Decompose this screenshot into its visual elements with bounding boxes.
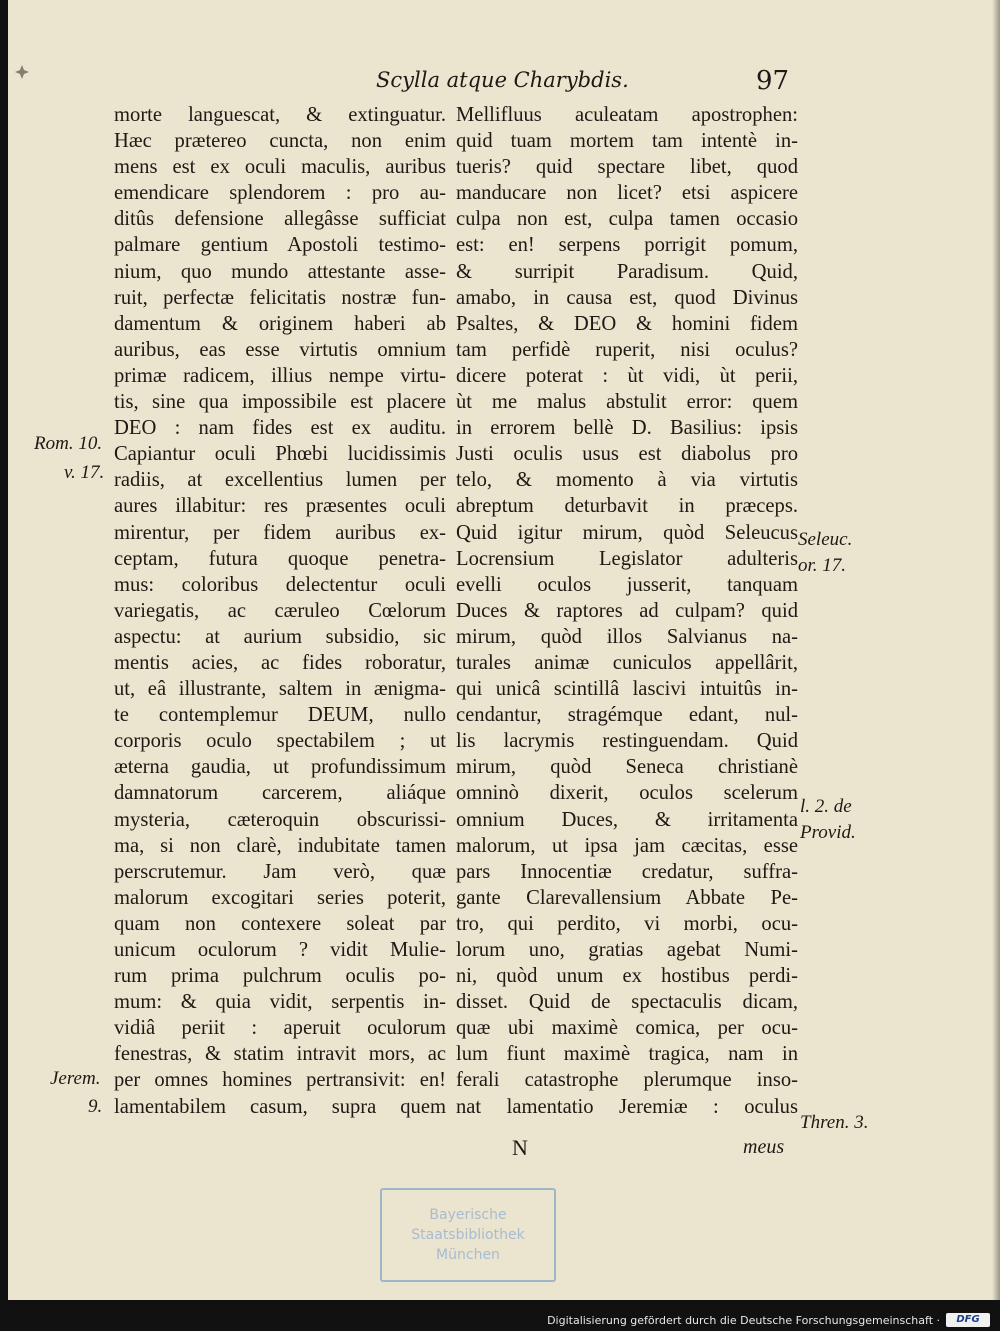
text-line: Mellifluus aculeatam apostrophen: xyxy=(456,104,798,126)
text-line: telo, & momento à via virtutis xyxy=(456,469,798,492)
text-line: tro, qui perdito, vi morbi, ocu- xyxy=(456,912,798,935)
text-line: perscrutemur. Jam verò, quæ xyxy=(114,860,446,883)
margin-note-provid: Provid. xyxy=(800,822,856,843)
footer-bar xyxy=(0,1310,1000,1331)
margin-note-rom: Rom. 10. xyxy=(34,433,103,454)
text-line: palmare gentium Apostoli testimo- xyxy=(114,234,446,257)
library-stamp xyxy=(380,1188,556,1282)
text-line: mentis acies, ac fides roboratur, xyxy=(114,651,446,674)
text-line: lum fiunt maximè tragica, nam in xyxy=(456,1043,798,1066)
text-line: ruit, perfectæ felicitatis nostræ fun- xyxy=(114,286,446,309)
text-line: per omnes homines pertransivit: en! xyxy=(114,1069,446,1092)
text-line: dicere poterat : ùt vidi, ùt perii, xyxy=(456,364,798,387)
text-line: Duces & raptores ad culpam? quid xyxy=(456,599,798,622)
stamp-line-3: München xyxy=(436,1247,500,1263)
stamp-line-1: Bayerische xyxy=(429,1207,507,1223)
text-line: abreptum deturbavit in præceps. xyxy=(456,495,798,518)
text-line: ut, eâ illustrante, saltem in ænigma- xyxy=(114,678,446,701)
text-line: variegatis, ac cæruleo Cœlorum xyxy=(114,599,446,622)
text-line: disset. Quid de spectaculis dicam, xyxy=(456,991,798,1014)
text-line: tam perfidè ruperit, nisi oculus? xyxy=(456,338,798,361)
text-line: mirum, quòd illos Salvianus na- xyxy=(456,625,798,648)
left-text-column xyxy=(114,102,446,1120)
text-line: est: en! serpens porrigit pomum, xyxy=(456,234,798,257)
text-line: mens est ex oculi maculis, auribus xyxy=(114,156,446,179)
margin-note-seleuc-ref: or. 17. xyxy=(798,555,847,576)
text-line: Locrensium Legislator adulteris xyxy=(456,547,798,570)
text-line: omnium Duces, & irritamenta xyxy=(456,808,798,831)
text-line: ni, quòd unum ex hostibus perdi- xyxy=(456,965,798,988)
margin-note-jerem: Jerem. xyxy=(50,1068,101,1089)
text-line: fenestras, & statim intravit mors, ac xyxy=(114,1043,446,1066)
text-line: evelli oculos jusserit, tanquam xyxy=(456,573,798,596)
margin-note-thren: Thren. 3. xyxy=(800,1112,869,1133)
text-line: auribus, eas esse virtutis omnium xyxy=(114,338,446,361)
text-line: Justi oculis usus est diabolus pro xyxy=(456,443,798,466)
margin-note-rom-verse: v. 17. xyxy=(64,462,105,483)
text-line: quid tuam mortem tam intentè in- xyxy=(456,130,798,153)
text-line: ditûs defensione allegâsse sufficiat xyxy=(114,208,446,231)
text-line: qui unicâ scintillâ lascivi intuitûs in- xyxy=(456,678,798,701)
right-text-column xyxy=(456,102,798,1120)
text-line: emendicare splendorem : pro au- xyxy=(114,182,446,205)
text-line: æterna gaudia, ut profundissimum xyxy=(114,756,446,779)
text-line: rum prima pulchrum oculis po- xyxy=(114,965,446,988)
stamp-line-2: Staatsbibliothek xyxy=(411,1227,525,1243)
running-title: Scylla atque Charybdis. xyxy=(376,68,629,92)
footer-credit: Digitalisierung gefördert durch die Deutsche Forschungsgemeinschaft · xyxy=(547,1314,940,1327)
text-line: morte languescat, & extinguatur. xyxy=(114,104,446,126)
dfg-logo-icon: DFG xyxy=(946,1313,990,1327)
book-page xyxy=(8,0,1000,1300)
text-line: in errorem bellè D. Basilius: ipsis xyxy=(456,417,798,440)
text-line: te contemplemur DEUM, nullo xyxy=(114,704,446,727)
margin-note-seleuc: Seleuc. xyxy=(798,529,853,550)
text-line: aures illabitur: res præsentes oculi xyxy=(114,495,446,518)
text-line: mum: & quia vidit, serpentis in- xyxy=(114,991,446,1014)
text-line: radiis, at excellentius lumen per xyxy=(114,469,446,492)
text-line: mysteria, cæteroquin obscurissi- xyxy=(114,808,446,831)
text-line: culpa non est, culpa tamen occasio xyxy=(456,208,798,231)
text-line: Hæc prætereo cuncta, non enim xyxy=(114,130,446,153)
text-line: corporis oculo spectabilem ; ut xyxy=(114,730,446,753)
text-line: pars Innocentiæ credatur, suffra- xyxy=(456,860,798,883)
text-line: gante Clarevallensium Abbate Pe- xyxy=(456,886,798,909)
text-line: turales animæ cuniculos appellârit, xyxy=(456,651,798,674)
page-number: 97 xyxy=(756,66,790,96)
text-line: tueris? quid spectare libet, quod xyxy=(456,156,798,179)
text-line: primæ radicem, illius nempe virtu- xyxy=(114,364,446,387)
text-line: lis lacrymis restinguendam. Quid xyxy=(456,730,798,753)
signature-mark: N xyxy=(512,1135,528,1160)
text-line: Capiantur oculi Phœbi lucidissimis xyxy=(114,443,446,466)
catchword: meus xyxy=(743,1136,785,1158)
margin-note-jerem-chapter: 9. xyxy=(88,1096,103,1117)
text-line: vidiâ periit : aperuit oculorum xyxy=(114,1017,446,1040)
text-line: cendantur, stragémque edant, nul- xyxy=(456,704,798,727)
margin-note-provid-book: l. 2. de xyxy=(800,796,852,817)
text-line: ceptam, futura quoque penetra- xyxy=(114,547,446,570)
text-line: quam non contexere soleat par xyxy=(114,912,446,935)
text-line: damnatorum carcerem, aliáque xyxy=(114,782,446,805)
text-line: DEO : nam fides est ex auditu. xyxy=(114,417,446,440)
text-line: lorum uno, gratias agebat Numi- xyxy=(456,939,798,961)
text-line: ùt me malus abstulit error: quem xyxy=(456,391,798,414)
text-line: damentum & originem haberi ab xyxy=(114,312,446,335)
text-line: amabo, in causa est, quod Divinus xyxy=(456,286,798,309)
text-line: ferali catastrophe plerumque inso- xyxy=(456,1069,798,1092)
text-line: aspectu: at aurium subsidio, sic xyxy=(114,625,446,648)
text-line: lamentabilem casum, supra quem xyxy=(114,1095,446,1118)
text-line: mus: coloribus delectentur oculi xyxy=(114,573,446,596)
text-line: nat lamentatio Jeremiæ : oculus xyxy=(456,1095,798,1118)
text-line: quæ ubi maximè comica, per ocu- xyxy=(456,1017,798,1040)
text-line: Psaltes, & DEO & homini fidem xyxy=(456,312,798,335)
text-line: malorum, ut ipsa jam cæcitas, esse xyxy=(456,834,798,857)
running-head xyxy=(8,66,1000,102)
text-line: manducare non licet? etsi aspicere xyxy=(456,182,798,205)
text-line: mirum, quòd Seneca christianè xyxy=(456,756,798,779)
text-line: unicum oculorum ? vidit Mulie- xyxy=(114,939,446,961)
text-line: tis, sine qua impossibile est placere xyxy=(114,391,446,414)
text-line: malorum excogitari series poterit, xyxy=(114,886,446,909)
text-line: Quid igitur mirum, quòd Seleucus xyxy=(456,521,798,544)
text-line: nium, quo mundo attestante asse- xyxy=(114,260,446,283)
text-line: omninò dixerit, oculos scelerum xyxy=(456,782,798,805)
text-line: & surripit Paradisum. Quid, xyxy=(456,260,798,283)
text-line: ma, si non clarè, indubitate tamen xyxy=(114,834,446,857)
text-line: mirentur, per fidem auribus ex- xyxy=(114,521,446,544)
